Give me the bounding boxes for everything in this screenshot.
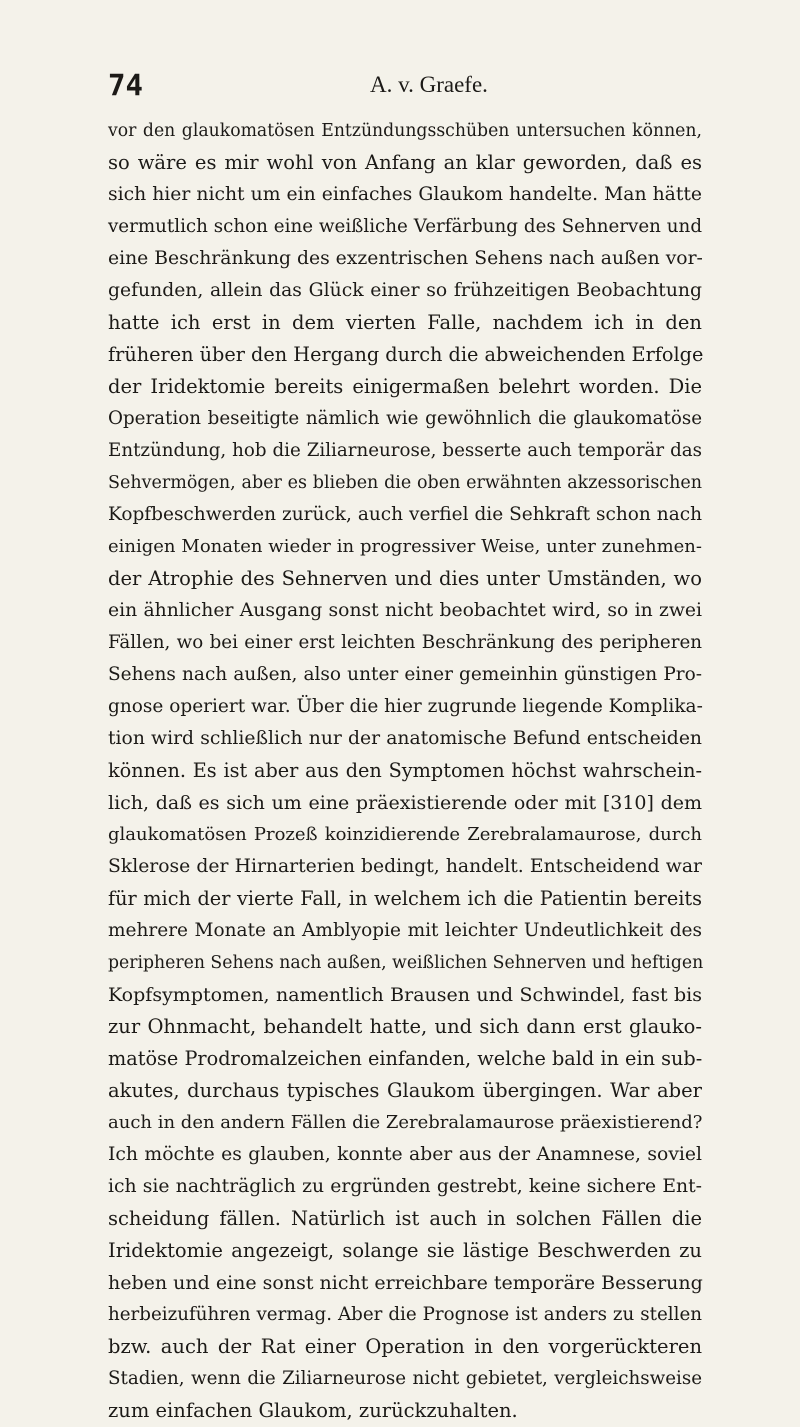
text-line: können. Es ist aber aus den Symptomen höchst wahrschein- bbox=[108, 759, 702, 782]
text-line: heben und eine sonst nicht erreichbare temporäre Besserung bbox=[108, 1272, 703, 1294]
body-text bbox=[108, 115, 702, 1427]
text-line: ein ähnlicher Ausgang sonst nicht beobachtet wird, so in zwei bbox=[108, 600, 702, 621]
text-line: Kopfbeschwerden zurück, auch verfiel die Sehkraft schon nach bbox=[108, 504, 702, 525]
text-line: früheren über den Hergang durch die abweichenden Erfolge bbox=[108, 343, 704, 366]
text-line: peripheren Sehens nach außen, weißlichen Sehnerven und heftigen bbox=[108, 953, 704, 973]
text-line: Sklerose der Hirnarterien bedingt, handelt. Entscheidend war bbox=[108, 856, 702, 877]
text-line: vermutlich schon eine weißliche Verfärbung des Sehnerven und bbox=[108, 216, 702, 237]
text-line: Sehens nach außen, also unter einer gemeinhin günstigen Pro- bbox=[108, 664, 702, 685]
text-line: Entzündung, hob die Ziliarneurose, besserte auch temporär das bbox=[108, 440, 702, 461]
text-line: Ich möchte es glauben, konnte aber aus der Anamnese, soviel bbox=[108, 1144, 702, 1165]
text-line: scheidung fällen. Natürlich ist auch in solchen Fällen die bbox=[108, 1207, 702, 1230]
text-line: glaukomatösen Prozeß koinzidierende Zerebralamaurose, durch bbox=[108, 824, 702, 845]
text-line: der Iridektomie bereits einigermaßen belehrt worden. Die bbox=[108, 375, 702, 398]
text-line: zur Ohnmacht, behandelt hatte, und sich dann erst glauko- bbox=[108, 1015, 702, 1038]
text-line: Sehvermögen, aber es blieben die oben erwähnten akzessorischen bbox=[108, 473, 702, 493]
text-line: Iridektomie angezeigt, solange sie lästige Beschwerden zu bbox=[108, 1239, 702, 1262]
text-line: lich, daß es sich um eine präexistierende oder mit [310] dem bbox=[108, 792, 702, 814]
text-line: einigen Monaten wieder in progressiver Weise, unter zunehmen- bbox=[108, 536, 702, 557]
text-line: matöse Prodromalzeichen einfanden, welche bald in ein sub- bbox=[108, 1047, 703, 1070]
text-line-last: zum einfachen Glaukom, zurückzuhalten. bbox=[108, 1399, 518, 1422]
text-line: sich hier nicht um ein einfaches Glaukom handelte. Man hätte bbox=[108, 184, 702, 205]
text-line: für mich der vierte Fall, in welchem ich die Patientin bereits bbox=[108, 887, 702, 910]
text-line: hatte ich erst in dem vierten Falle, nachdem ich in den bbox=[108, 311, 702, 334]
text-line: vor den glaukomatösen Entzündungsschüben untersuchen können, bbox=[108, 121, 702, 141]
text-line: gefunden, allein das Glück einer so frühzeitigen Beobachtung bbox=[108, 280, 702, 301]
text-line: mehrere Monate an Amblyopie mit leichter Undeutlichkeit des bbox=[108, 920, 702, 941]
text-line: Kopfsymptomen, namentlich Brausen und Schwindel, fast bis bbox=[108, 984, 702, 1006]
text-line: Operation beseitigte nämlich wie gewöhnlich die glaukomatöse bbox=[108, 408, 702, 429]
text-line: Fällen, wo bei einer erst leichten Beschränkung des peripheren bbox=[108, 632, 702, 653]
text-line: eine Beschränkung des exzentrischen Sehens nach außen vor- bbox=[108, 248, 703, 269]
text-line: der Atrophie des Sehnerven und dies unter Umständen, wo bbox=[108, 567, 702, 590]
page-number: 74 bbox=[108, 68, 143, 102]
text-line: akutes, durchaus typisches Glaukom übergingen. War aber bbox=[108, 1079, 702, 1102]
text-line: gnose operiert war. Über die hier zugrunde liegende Komplika- bbox=[108, 696, 703, 717]
text-line: auch in den andern Fällen die Zerebralamaurose präexistierend? bbox=[108, 1112, 703, 1133]
text-line: Stadien, wenn die Ziliarneurose nicht gebietet, vergleichsweise bbox=[108, 1368, 702, 1389]
text-line: herbeizuführen vermag. Aber die Prognose ist anders zu stellen bbox=[108, 1304, 702, 1325]
text-line: bzw. auch der Rat einer Operation in den vorgerückteren bbox=[108, 1335, 702, 1358]
running-head: A. v. Graefe. bbox=[370, 72, 488, 97]
text-line: tion wird schließlich nur der anatomische Befund entscheiden bbox=[108, 728, 702, 749]
text-line: ich sie nachträglich zu ergründen gestrebt, keine sichere Ent- bbox=[108, 1176, 702, 1197]
text-line: so wäre es mir wohl von Anfang an klar geworden, daß es bbox=[108, 151, 702, 174]
